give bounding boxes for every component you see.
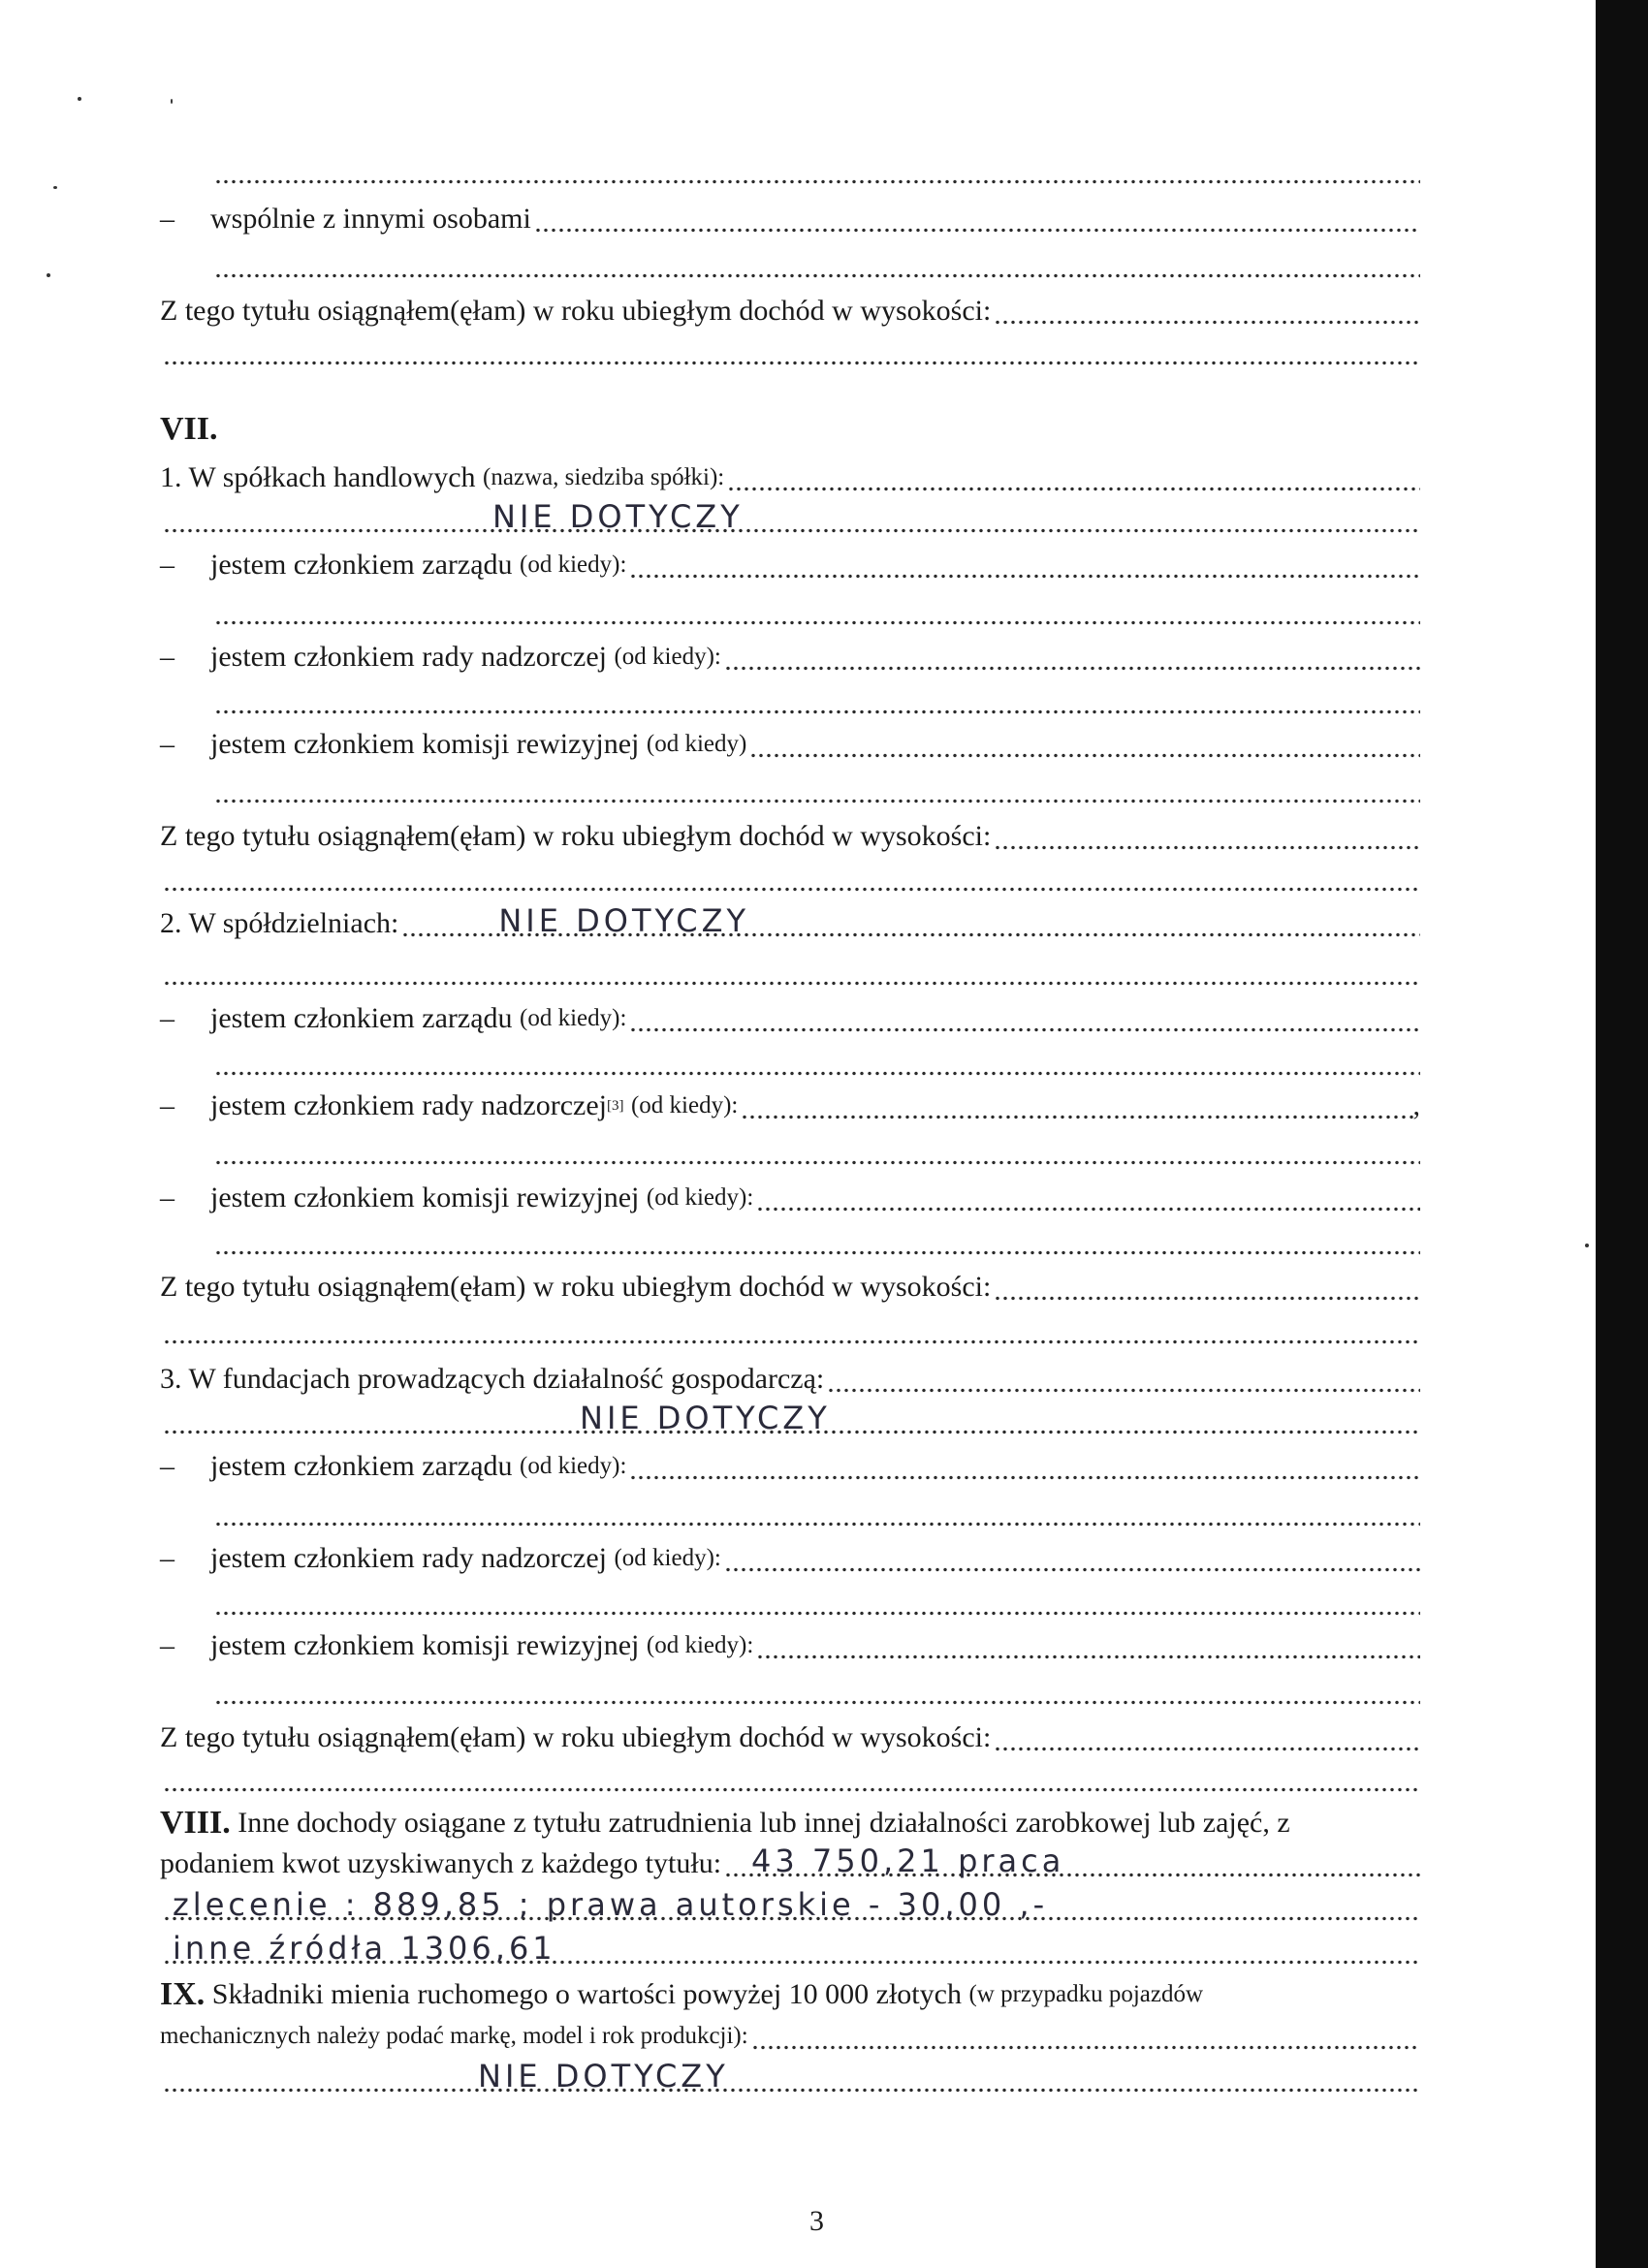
- dotted-line: [211, 758, 1420, 806]
- income-label: Z tego tytułu osiągnąłem(ęłam) w roku ubiegłym dochód w wysokości:: [160, 295, 992, 327]
- section-viii-row1: VIII. Inne dochody osiągane z tytułu zatrudnienia lub innej działalności zarobkowej lub zajęć, z: [160, 1805, 1290, 1841]
- foundations-audit-row: – jestem członkiem komisji rewizyjnej (od kiedy):: [160, 1614, 1420, 1662]
- dotted-line: [160, 320, 1420, 368]
- cooperatives-board-row: – jestem członkiem zarządu (od kiedy):: [160, 987, 1420, 1035]
- section-viii-row3: [160, 1875, 1420, 1924]
- page-number: 3: [809, 2205, 824, 2237]
- companies-audit-row: – jestem członkiem komisji rewizyjnej (od kiedy): [160, 712, 1420, 761]
- section-vii-heading: VII.: [160, 411, 218, 447]
- cooperatives-audit-row: – jestem członkiem komisji rewizyjnej (od kiedy):: [160, 1166, 1420, 1214]
- companies-row: 1. W spółkach handlowych (nazwa, siedziba spółki):: [160, 446, 1420, 494]
- foundations-board-field[interactable]: [629, 1450, 1420, 1483]
- other-income-answer-3: inne źródła 1306,61: [173, 1930, 556, 1967]
- section-viii-row2: podaniem kwot uzyskiwanych z każdego tytułu: 43 750,21 praca: [160, 1832, 1420, 1880]
- companies-audit-field[interactable]: [749, 728, 1420, 761]
- dotted-line: [211, 1210, 1420, 1258]
- cooperatives-answer: NIE DOTYCZY: [498, 902, 750, 939]
- dotted-line: [211, 1119, 1420, 1168]
- movable-assets-answer-field[interactable]: [163, 2058, 1420, 2095]
- other-income-answer-2: zlecenie : 889,85 ; prawa autorskie - 30,00 ,-: [173, 1886, 1049, 1923]
- foundations-row: 3. W fundacjach prowadzących działalność gospodarczą:: [160, 1347, 1420, 1396]
- foundations-answer: NIE DOTYCZY: [580, 1400, 831, 1436]
- dotted-line: [211, 1570, 1420, 1619]
- dotted-line: [211, 139, 1420, 187]
- companies-answer: NIE DOTYCZY: [492, 498, 744, 535]
- companies-board-row: – jestem członkiem zarządu (od kiedy):: [160, 533, 1420, 582]
- cooperatives-supervisory-field[interactable]: [741, 1089, 1412, 1122]
- cooperatives-income-row: Z tego tytułu osiągnąłem(ęłam) w roku ubiegłym dochód w wysokości:: [160, 1255, 1420, 1304]
- other-income-answer-1: 43 750,21 praca: [751, 1843, 1065, 1879]
- movable-assets-answer: NIE DOTYCZY: [478, 2058, 729, 2095]
- dotted-line: [211, 580, 1420, 628]
- foundations-answer-row: [160, 1389, 1420, 1437]
- foundations-income-row: Z tego tytułu osiągnąłem(ęłam) w roku ubiegłym dochód w wysokości:: [160, 1706, 1420, 1754]
- companies-answer-field[interactable]: [163, 498, 1420, 536]
- section-ix-row1: IX. Składniki mienia ruchomego o wartości powyżej 10 000 złotych (w przypadku pojazdów: [160, 1976, 1204, 2012]
- footnote-3: [3]: [606, 1098, 624, 1114]
- dotted-line: [211, 233, 1420, 281]
- section-viii-row4: [160, 1919, 1420, 1968]
- companies-answer-row: [160, 488, 1420, 536]
- dotted-line: [160, 846, 1420, 895]
- dotted-line: [211, 1481, 1420, 1529]
- dotted-line: [160, 1747, 1420, 1795]
- dotted-line: [211, 669, 1420, 717]
- dotted-line: [160, 940, 1420, 989]
- companies-supervisory-row: – jestem członkiem rady nadzorczej (od kiedy):: [160, 625, 1420, 674]
- section-ix-row2: mechanicznych należy podać markę, model i rok produkcji):: [160, 2004, 1420, 2053]
- foundations-supervisory-row: – jestem członkiem rady nadzorczej (od kiedy):: [160, 1527, 1420, 1575]
- foundations-audit-field[interactable]: [756, 1629, 1420, 1662]
- section-ix-row3: [160, 2047, 1420, 2095]
- foundations-answer-field[interactable]: [163, 1400, 1420, 1437]
- jointly-label: wspólnie z innymi osobami: [210, 203, 531, 235]
- companies-board-field[interactable]: [629, 549, 1420, 582]
- cooperatives-field[interactable]: [401, 902, 1420, 940]
- companies-income-row: Z tego tytułu osiągnąłem(ęłam) w roku ubiegłym dochód w wysokości:: [160, 804, 1420, 853]
- scan-dark-edge: [1596, 0, 1648, 2268]
- dotted-line: [160, 1299, 1420, 1347]
- jointly-field[interactable]: [534, 203, 1420, 236]
- cooperatives-row: 2. W spółdzielniach: NIE DOTYCZY: [160, 892, 1420, 940]
- dotted-line: [211, 1659, 1420, 1708]
- cooperatives-supervisory-row: – jestem członkiem rady nadzorczej [3] (od kiedy): ,: [160, 1089, 1420, 1121]
- foundations-board-row: – jestem członkiem zarządu (od kiedy):: [160, 1434, 1420, 1483]
- jointly-row: – wspólnie z innymi osobami: [160, 187, 1420, 236]
- dotted-line: [211, 1030, 1420, 1079]
